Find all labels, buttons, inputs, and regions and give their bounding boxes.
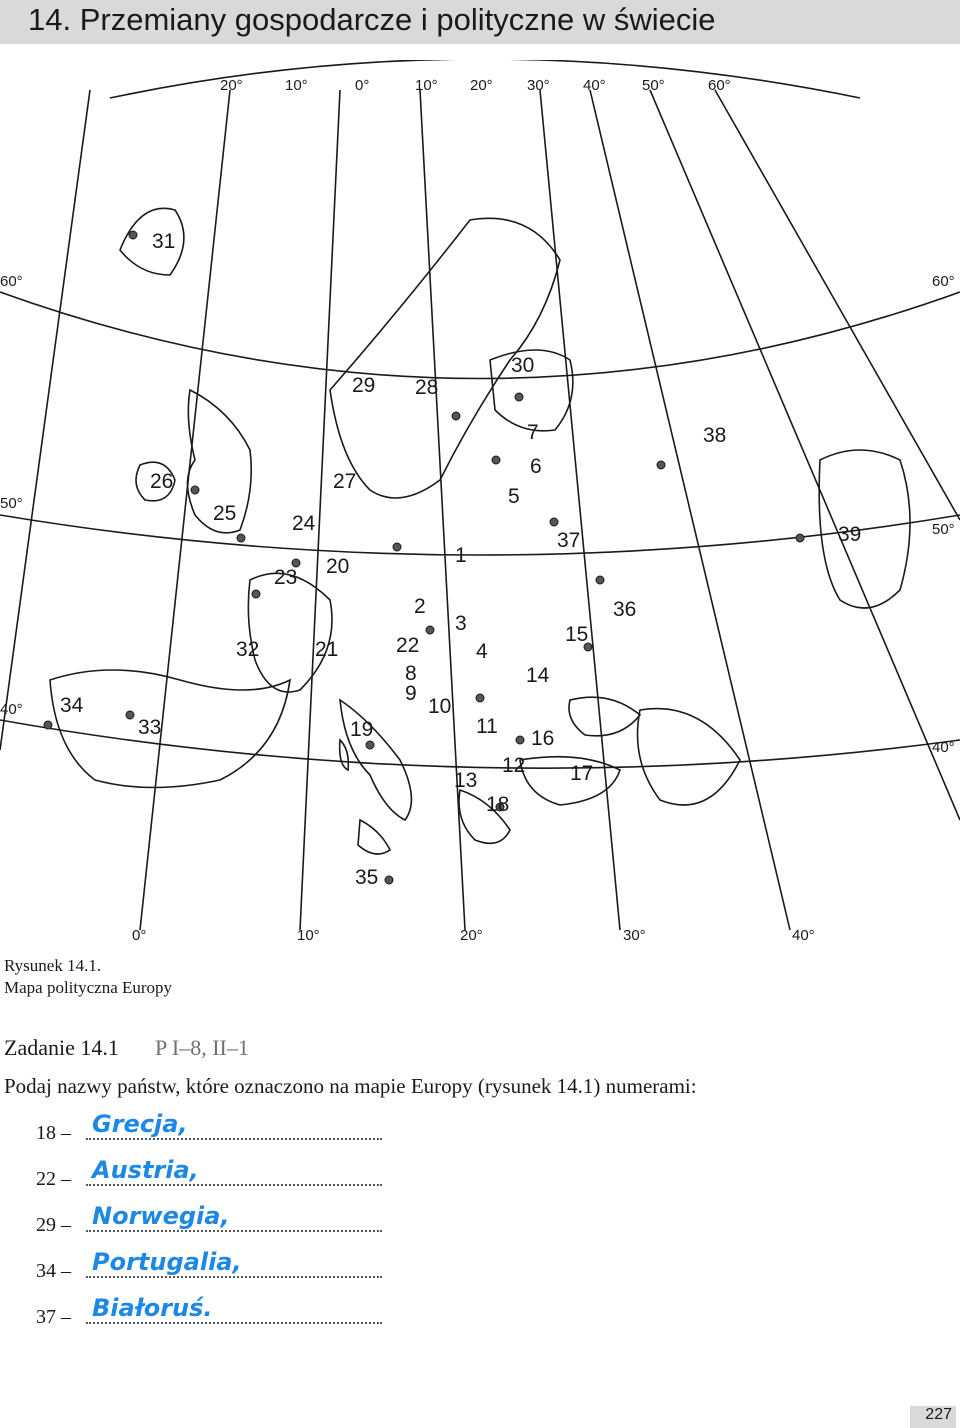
task-instruction: Podaj nazwy państw, które oznaczono na mapie Europy (rysunek 14.1) numerami: (4, 1074, 697, 1098)
capital-dot (426, 626, 434, 634)
lon-label: 60° (708, 77, 731, 94)
capital-dot (385, 876, 393, 884)
france-outline (248, 573, 332, 692)
map-number-30: 30 (511, 354, 535, 377)
capital-dot (596, 576, 604, 584)
answer-number: 37 – (36, 1306, 71, 1328)
page-number: 227 (910, 1406, 956, 1428)
capital-dot (550, 518, 558, 526)
page-title: 14. Przemiany gospodarcze i polityczne w świecie (28, 2, 716, 37)
map-number-6: 6 (530, 455, 542, 478)
lon-label: 20° (460, 927, 483, 944)
handwritten-answer[interactable]: Grecja, (92, 1110, 188, 1138)
map-number-26: 26 (150, 470, 174, 493)
handwritten-answer[interactable]: Austria, (92, 1156, 199, 1184)
map-number-35: 35 (355, 866, 379, 889)
answer-number: 22 – (36, 1168, 71, 1190)
map-number-29: 29 (352, 374, 376, 397)
lon-label: 40° (792, 927, 815, 944)
answer-list (36, 1110, 396, 1348)
answer-dotted-line (86, 1230, 382, 1232)
capital-dot (492, 456, 500, 464)
answer-dotted-line (86, 1276, 382, 1278)
map-number-3: 3 (455, 612, 467, 635)
map-number-38: 38 (703, 424, 727, 447)
map-number-25: 25 (213, 502, 237, 525)
capital-dot (796, 534, 804, 542)
europe-political-map (0, 60, 960, 950)
parallel-60 (0, 292, 960, 379)
black-sea-outline (569, 697, 640, 736)
map-number-31: 31 (152, 230, 176, 253)
meridian (0, 90, 90, 750)
capital-dot (393, 543, 401, 551)
capital-dot (252, 590, 260, 598)
map-number-1: 1 (455, 544, 467, 567)
lat-label: 40° (932, 739, 955, 756)
map-number-18: 18 (486, 793, 510, 816)
capital-dot (126, 711, 134, 719)
map-number-10: 10 (428, 695, 452, 718)
map-number-14: 14 (526, 664, 550, 687)
lat-label: 50° (0, 495, 23, 512)
answer-dotted-line (86, 1184, 382, 1186)
page-header (0, 0, 960, 44)
map-number-5: 5 (508, 485, 520, 508)
capital-dot (44, 721, 52, 729)
map-number-13: 13 (454, 769, 478, 792)
capital-dot (452, 412, 460, 420)
lon-label: 40° (583, 77, 606, 94)
map-number-19: 19 (350, 718, 374, 741)
map-number-4: 4 (476, 640, 488, 663)
task-code: P I–8, II–1 (154, 1035, 249, 1060)
map-number-37: 37 (557, 529, 581, 552)
lon-label: 20° (470, 77, 493, 94)
parallel-50 (0, 515, 960, 555)
map-number-22: 22 (396, 634, 420, 657)
capital-dot (237, 534, 245, 542)
figure-caption (4, 955, 172, 999)
capital-dot (129, 231, 137, 239)
capital-dot (515, 393, 523, 401)
map-number-34: 34 (60, 694, 84, 717)
capital-dot (191, 486, 199, 494)
lon-label: 10° (285, 77, 308, 94)
map-number-32: 32 (236, 638, 260, 661)
map-number-12: 12 (502, 754, 526, 777)
lat-label: 60° (932, 273, 955, 290)
answer-number: 34 – (36, 1260, 71, 1282)
lon-label: 0° (355, 77, 370, 94)
caption-line-2: Mapa polityczna Europy (4, 978, 173, 997)
map-number-9: 9 (405, 682, 417, 705)
map-number-21: 21 (315, 638, 339, 661)
lat-label: 50° (932, 521, 955, 538)
map-number-17: 17 (570, 762, 594, 785)
capital-dot (476, 694, 484, 702)
lon-label: 30° (623, 927, 646, 944)
map-number-15: 15 (565, 623, 589, 646)
capital-dot (366, 741, 374, 749)
task-heading (4, 1035, 249, 1061)
handwritten-answer[interactable]: Białoruś. (92, 1294, 213, 1322)
lon-label: 50° (642, 77, 665, 94)
answer-number: 18 – (36, 1122, 71, 1144)
answer-dotted-line (86, 1138, 382, 1140)
answer-row (36, 1294, 396, 1348)
answer-number: 29 – (36, 1214, 71, 1236)
meridian (540, 90, 620, 930)
lat-label: 60° (0, 273, 23, 290)
lon-label: 30° (527, 77, 550, 94)
sicily-outline (358, 820, 390, 854)
lon-label: 20° (220, 77, 243, 94)
lon-label: 10° (415, 77, 438, 94)
map-number-2: 2 (414, 595, 426, 618)
handwritten-answer[interactable]: Portugalia, (92, 1248, 242, 1276)
sardinia-outline (340, 740, 349, 770)
answer-row (36, 1248, 396, 1302)
map-number-28: 28 (415, 376, 439, 399)
capital-dot (516, 736, 524, 744)
map-number-33: 33 (138, 716, 162, 739)
map-svg (0, 60, 960, 950)
map-number-8: 8 (405, 662, 417, 685)
map-number-24: 24 (292, 512, 316, 535)
map-number-23: 23 (274, 566, 298, 589)
map-number-11: 11 (476, 715, 498, 738)
task-title: Zadanie 14.1 (4, 1035, 119, 1060)
map-number-27: 27 (333, 470, 357, 493)
map-number-16: 16 (531, 727, 555, 750)
handwritten-answer[interactable]: Norwegia, (92, 1202, 230, 1230)
map-number-36: 36 (613, 598, 637, 621)
map-number-7: 7 (527, 421, 539, 444)
iberia-outline (50, 670, 290, 788)
map-number-39: 39 (838, 523, 862, 546)
map-number-20: 20 (326, 555, 350, 578)
answer-row (36, 1110, 396, 1164)
capital-dot (657, 461, 665, 469)
answer-dotted-line (86, 1322, 382, 1324)
lon-label: 10° (297, 927, 320, 944)
caption-line-1: Rysunek 14.1. (4, 956, 102, 975)
caspian-sea-outline (638, 709, 741, 805)
meridian (650, 90, 960, 820)
lat-label: 40° (0, 701, 23, 718)
meridian (300, 90, 340, 930)
lon-label: 0° (132, 927, 147, 944)
